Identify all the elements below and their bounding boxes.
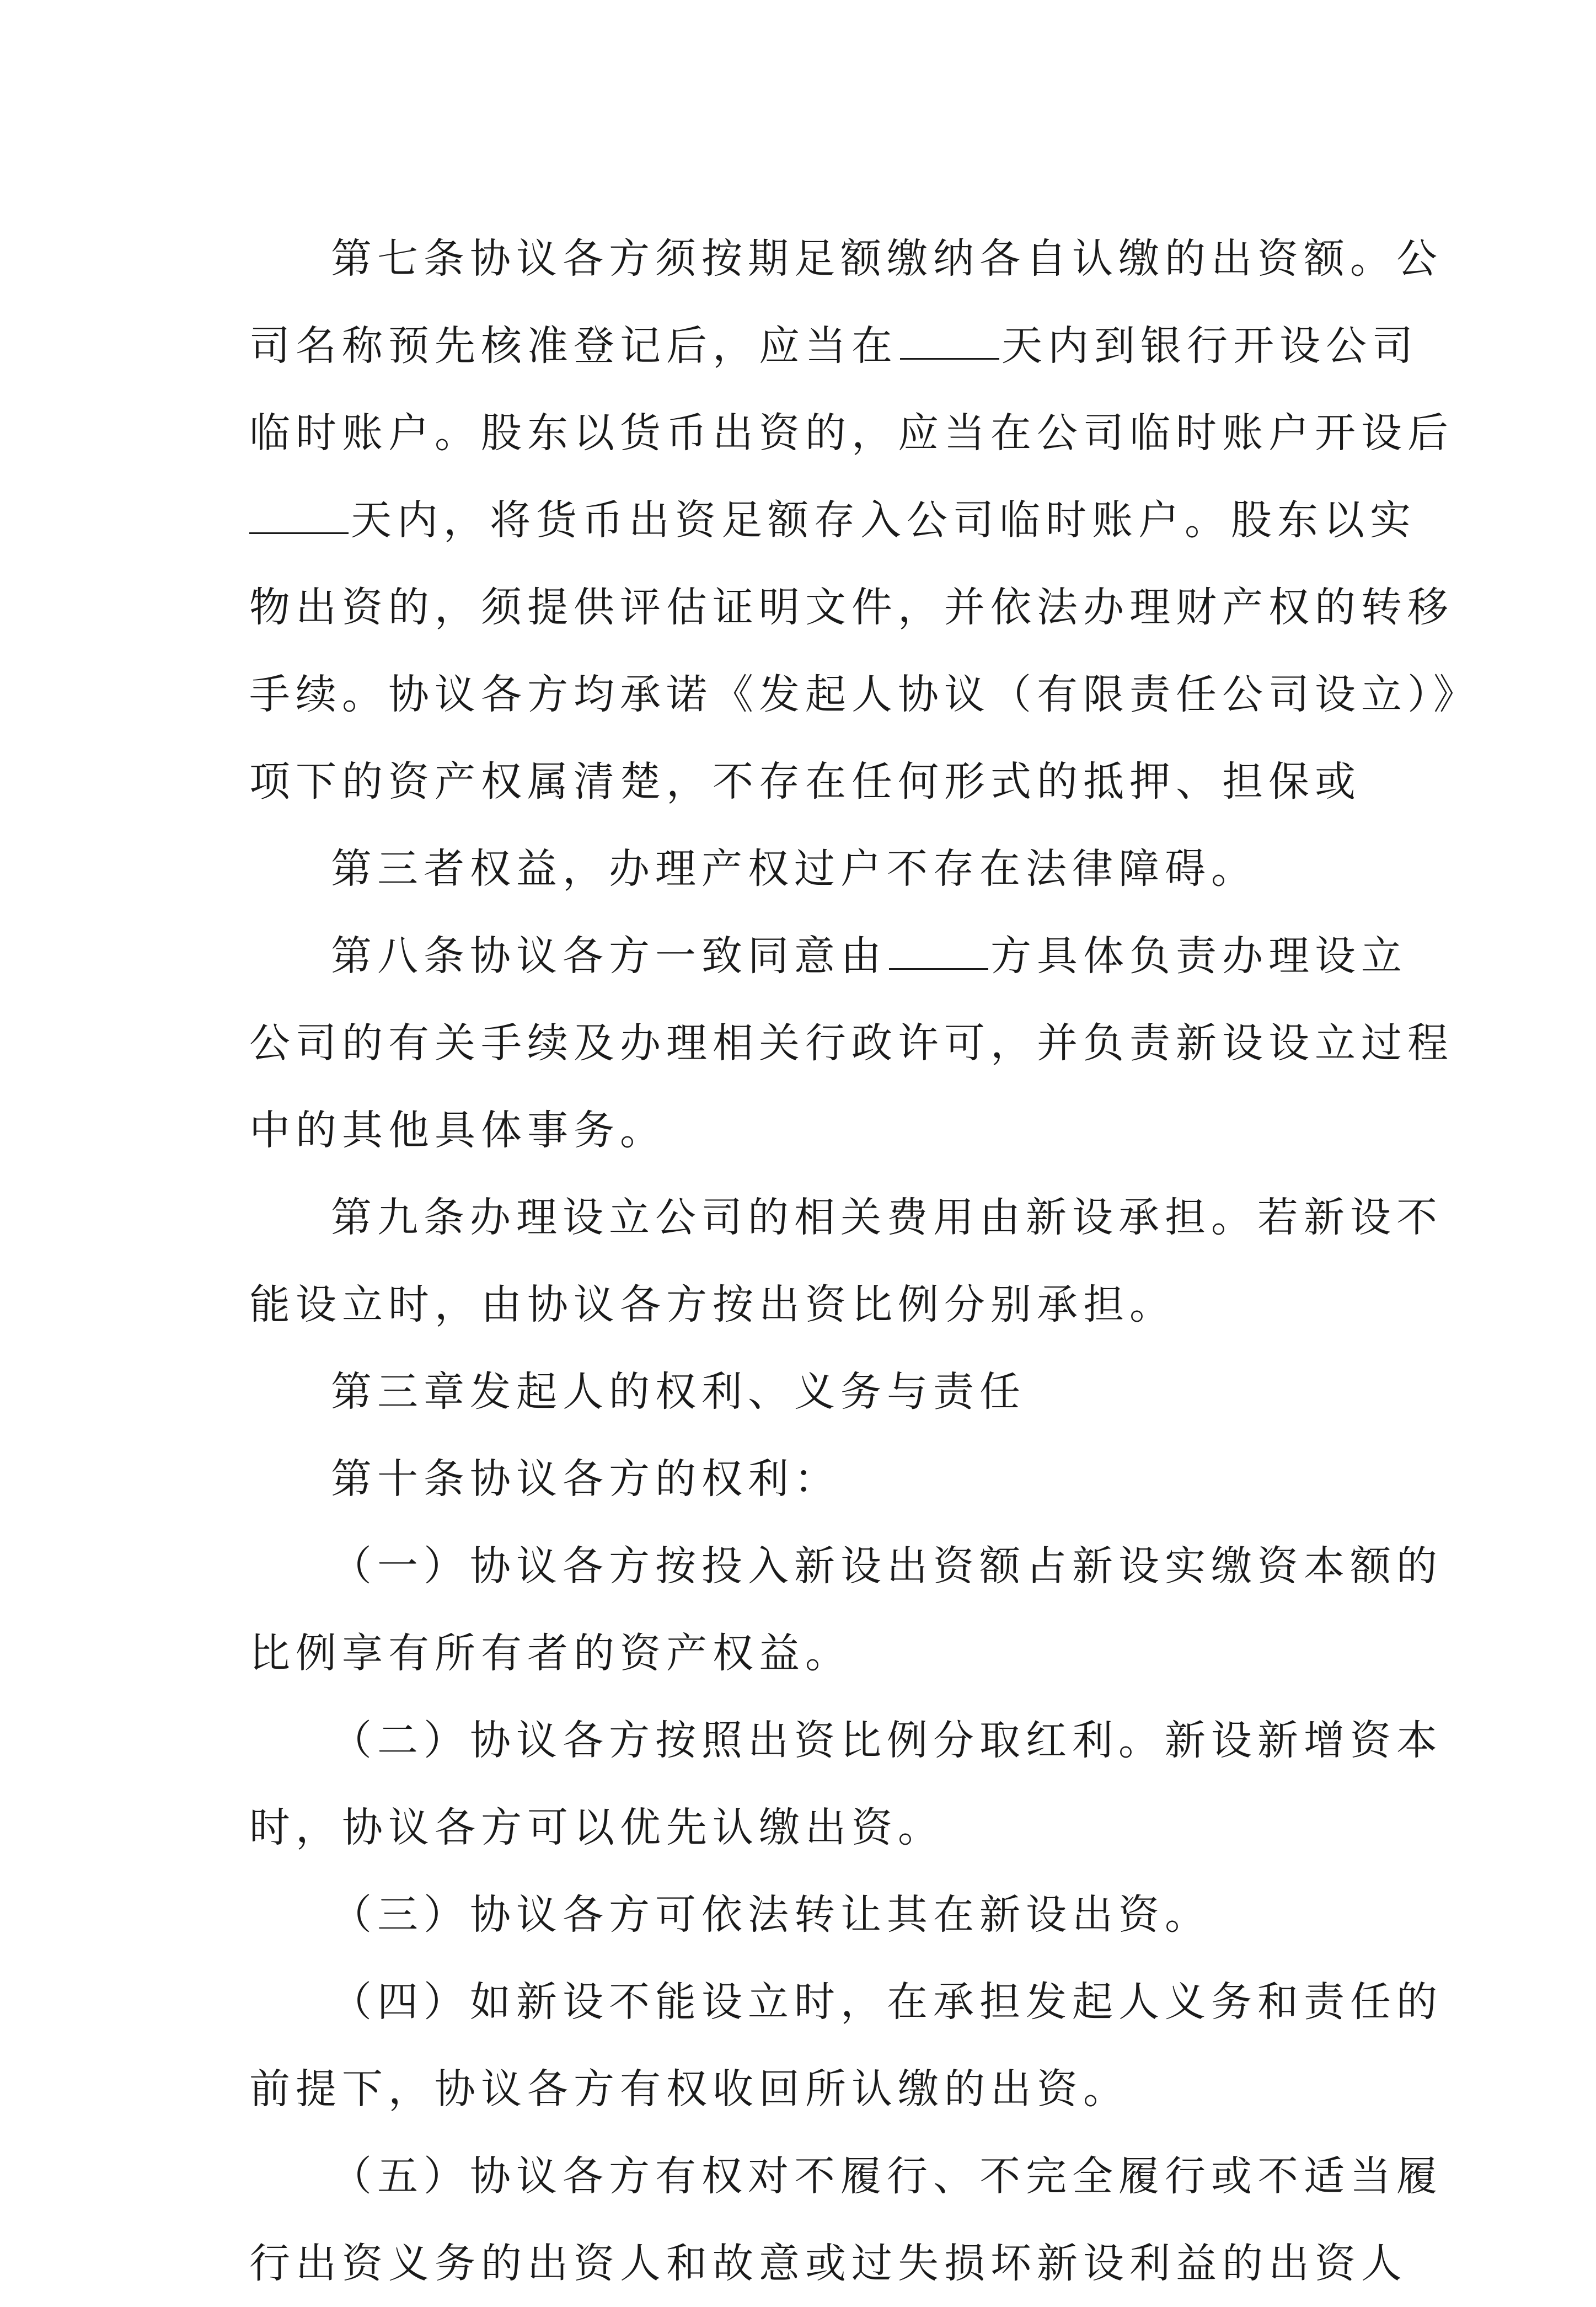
fill-in-blank — [249, 499, 349, 534]
text-segment: 第三章发起人的权利、义务与责任 — [331, 1368, 1026, 1416]
text-segment: 中的其他具体事务。 — [249, 1107, 666, 1154]
article-7-line-8 — [249, 825, 1358, 912]
fill-in-blank — [889, 935, 988, 970]
text-segment: （三）协议各方可依法转让其在新设出资。 — [331, 1891, 1211, 1938]
clause-4-line-2 — [249, 2046, 1358, 2133]
article-10-heading — [249, 1435, 1358, 1523]
text-segment: 临时账户。股东以货币出资的，应当在公司临时账户开设后 — [249, 409, 1454, 457]
text-segment: （二）协议各方按照出资比例分取红利。新设新增资本 — [331, 1717, 1443, 1764]
text-segment: 方具体负责办理设立 — [990, 932, 1407, 980]
article-7-line-4 — [249, 477, 1416, 564]
text-segment: 行出资义务的出资人和故意或过失损坏新设利益的出资人 — [249, 2240, 1407, 2287]
article-8-line-2 — [249, 1000, 1454, 1087]
fill-in-blank — [900, 325, 999, 360]
article-7-line-3 — [249, 389, 1454, 477]
article-7-line-5 — [249, 564, 1454, 651]
text-segment: 司名称预先核准登记后，应当在 — [249, 322, 898, 370]
article-7-line-1 — [249, 215, 1443, 302]
text-segment: 第九条办理设立公司的相关费用由新设承担。若新设不 — [331, 1194, 1443, 1241]
article-7-line-7 — [249, 738, 1361, 825]
text-segment: 第十条协议各方的权利： — [331, 1455, 840, 1503]
text-segment: 天内到银行开设公司 — [1001, 322, 1418, 370]
clause-3-line-1 — [249, 1871, 1358, 1958]
document-body — [249, 215, 1480, 2307]
text-segment: 前提下，协议各方有权收回所认缴的出资。 — [249, 2065, 1129, 2113]
text-segment: 手续。协议各方均承诺《发起人协议（有限责任公司设立）》 — [249, 671, 1480, 718]
clause-5-line-2 — [249, 2220, 1407, 2307]
text-segment: 比例享有所有者的资产权益。 — [249, 1630, 851, 1677]
text-segment: （五）协议各方有权对不履行、不完全履行或不适当履 — [331, 2153, 1443, 2200]
text-segment: 项下的资产权属清楚，不存在任何形式的抵押、担保或 — [249, 758, 1361, 805]
text-segment: 第三者权益，办理产权过户不存在法律障碍。 — [331, 845, 1257, 893]
article-8-line-3 — [249, 1087, 1358, 1174]
clause-2-line-2 — [249, 1784, 1358, 1871]
text-segment: 第七条协议各方须按期足额缴纳各自认缴的出资额。公 — [331, 235, 1443, 282]
text-segment: 第八条协议各方一致同意由 — [331, 932, 887, 980]
text-segment: 公司的有关手续及办理相关行政许可，并负责新设设立过程 — [249, 1019, 1454, 1067]
clause-2-line-1 — [249, 1697, 1443, 1784]
article-7-line-2 — [249, 302, 1418, 389]
article-7-line-6 — [249, 651, 1480, 738]
text-segment: 天内，将货币出资足额存入公司临时账户。股东以实 — [351, 496, 1416, 544]
clause-1-line-2 — [249, 1610, 1358, 1697]
article-9-line-1 — [249, 1174, 1443, 1261]
text-segment: 时，协议各方可以优先认缴出资。 — [249, 1804, 944, 1851]
text-segment: （一）协议各方按投入新设出资额占新设实缴资本额的 — [331, 1542, 1443, 1590]
clause-4-line-1 — [249, 1958, 1443, 2046]
clause-5-line-1 — [249, 2133, 1443, 2220]
text-segment: （四）如新设不能设立时，在承担发起人义务和责任的 — [331, 1978, 1443, 2026]
article-9-line-2 — [249, 1261, 1358, 1348]
article-8-line-1 — [249, 912, 1407, 1000]
chapter-3-heading — [249, 1348, 1358, 1435]
text-segment: 能设立时，由协议各方按出资比例分别承担。 — [249, 1281, 1176, 1328]
text-segment: 物出资的，须提供评估证明文件，并依法办理财产权的转移 — [249, 584, 1454, 631]
clause-1-line-1 — [249, 1523, 1443, 1610]
